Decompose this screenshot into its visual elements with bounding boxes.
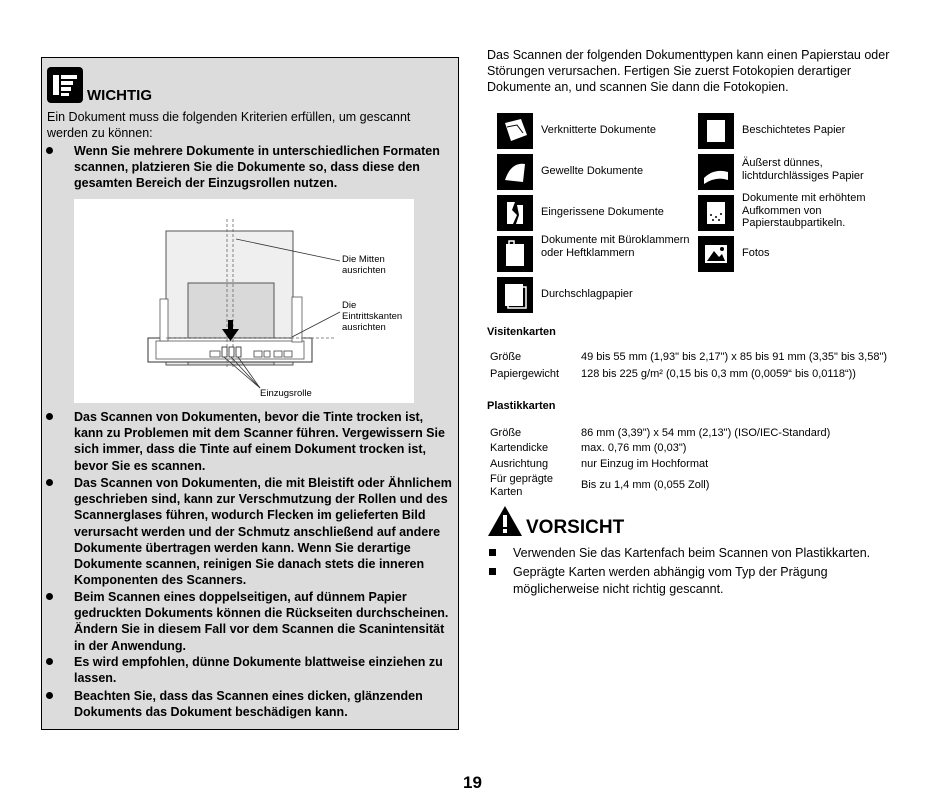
coated-paper-icon (698, 113, 734, 149)
plastic-cards-heading: Plastikkarten (487, 400, 556, 412)
diagram-label-centers: Die Mitten ausrichten (342, 254, 386, 276)
thin-paper-icon (698, 154, 734, 190)
important-title: WICHTIG (87, 87, 152, 104)
diagram-label-edges: Die Eintrittskanten ausrichten (342, 300, 403, 333)
warning-triangle-icon (487, 505, 523, 537)
crumpled-document-icon (497, 113, 533, 149)
carbon-paper-icon (497, 277, 533, 313)
business-cards-heading: Visitenkarten (487, 326, 556, 338)
important-intro: Ein Dokument muss die folgenden Kriterien erfüllen, um gescannt werden zu können: (47, 110, 411, 140)
page-number: 19 (463, 773, 482, 792)
paper-alignment-diagram (74, 199, 414, 403)
clipped-document-icon (497, 236, 533, 272)
dusty-document-icon (698, 195, 734, 231)
hand-pointing-icon (47, 67, 83, 103)
photo-icon (698, 236, 734, 272)
torn-document-icon (497, 195, 533, 231)
right-intro: Das Scannen der folgenden Dokumenttypen kann einen Papierstau oder Störungen verursachen. Fertigen Sie zuerst Fotokopien derartiger Dokumente an, und scannen Sie dann die Fotokopien. (487, 48, 890, 94)
diagram-label-roller: Einzugsrolle (260, 388, 312, 399)
caution-title: VORSICHT (526, 517, 625, 538)
curled-document-icon (497, 154, 533, 190)
